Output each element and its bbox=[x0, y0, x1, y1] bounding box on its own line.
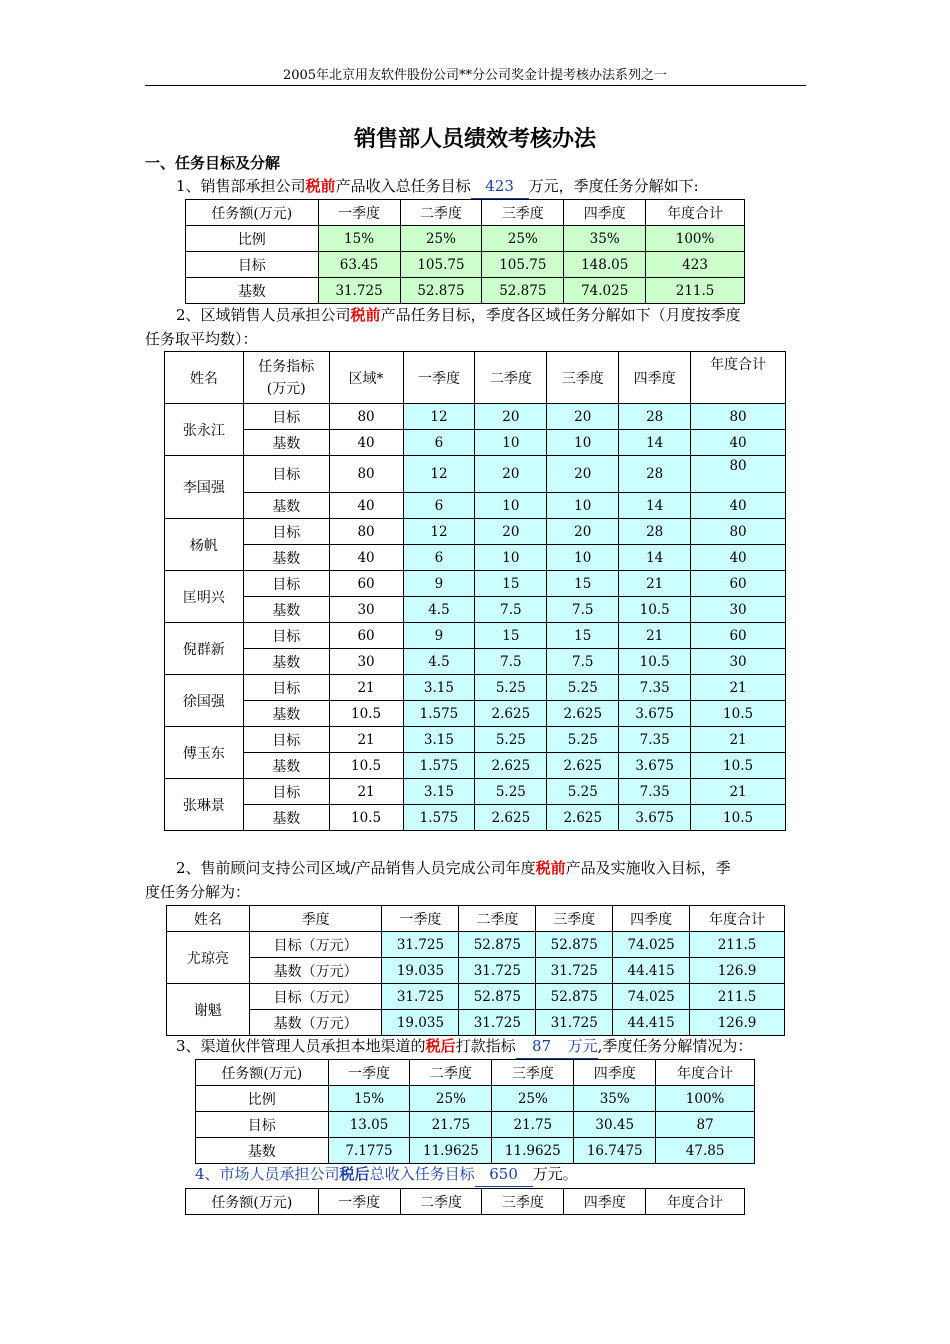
table-cell: 40 bbox=[329, 493, 403, 519]
p4-emphasis: 税后 bbox=[425, 1037, 456, 1055]
table-cell: 10 bbox=[475, 430, 547, 456]
table-row-label: 目标 bbox=[243, 456, 329, 493]
table-header-cell: 二季度 bbox=[400, 1189, 482, 1215]
person-name: 李国强 bbox=[165, 456, 244, 519]
table-cell: 30 bbox=[691, 649, 786, 675]
table-cell: 15 bbox=[475, 571, 547, 597]
table-header-cell: 任务指标 (万元) bbox=[243, 352, 329, 404]
table-row-label: 基数 bbox=[243, 545, 329, 571]
table-cell: 25% bbox=[482, 226, 564, 252]
table-cell: 7.1775 bbox=[328, 1138, 410, 1164]
table-header-cell: 四季度 bbox=[619, 352, 691, 404]
table-row-label: 基数 bbox=[243, 649, 329, 675]
table-row-label: 目标 bbox=[243, 779, 329, 805]
table-header-cell: 任务额(万元) bbox=[186, 200, 319, 226]
table-row-label: 目标 bbox=[243, 404, 329, 430]
table-header-cell: 任务额(万元) bbox=[186, 1189, 319, 1215]
table-regional-sales bbox=[164, 351, 786, 831]
table-cell: 10.5 bbox=[329, 805, 403, 831]
table-cell: 2.625 bbox=[547, 701, 619, 727]
table-cell: 21 bbox=[619, 571, 691, 597]
table-cell: 19.035 bbox=[382, 1010, 459, 1036]
table-row bbox=[165, 456, 786, 493]
running-header: 2005年北京用友软件股份公司**分公司奖金计提考核办法系列之一 bbox=[282, 68, 668, 83]
table-cell: 4.5 bbox=[403, 649, 475, 675]
table-cell: 52.875 bbox=[459, 984, 536, 1010]
p5-target-value: 650 bbox=[475, 1162, 533, 1187]
table-cell: 10.5 bbox=[691, 805, 786, 831]
table-row bbox=[167, 1010, 785, 1036]
table-cell: 6 bbox=[403, 430, 475, 456]
table-cell: 21 bbox=[329, 675, 403, 701]
paragraph-3 bbox=[176, 856, 731, 880]
p3-text: 产品及实施收入目标，季 bbox=[565, 859, 731, 877]
table-cell: 5.25 bbox=[475, 727, 547, 753]
table-cell: 14 bbox=[619, 430, 691, 456]
table-header-cell: 一季度 bbox=[318, 200, 400, 226]
table-cell: 20 bbox=[547, 456, 619, 493]
table-row-label: 目标 bbox=[186, 252, 319, 278]
paragraph-2 bbox=[176, 303, 741, 327]
table-cell: 40 bbox=[691, 545, 786, 571]
table-cell: 20 bbox=[547, 404, 619, 430]
person-name: 倪群新 bbox=[165, 623, 244, 675]
table-cell: 12 bbox=[403, 519, 475, 545]
table-row-label: 目标 bbox=[243, 675, 329, 701]
table-marketing bbox=[185, 1188, 745, 1215]
table-row bbox=[165, 701, 786, 727]
table-cell: 2.625 bbox=[547, 753, 619, 779]
table-presales bbox=[166, 905, 785, 1036]
table-cell: 31.725 bbox=[459, 1010, 536, 1036]
table-cell: 5.25 bbox=[547, 675, 619, 701]
table-cell: 3.15 bbox=[403, 675, 475, 701]
table-cell: 126.9 bbox=[690, 1010, 785, 1036]
p3-text: 2、售前顾问支持公司区域/产品销售人员完成公司年度 bbox=[176, 859, 536, 877]
table-cell: 10.5 bbox=[329, 753, 403, 779]
p5-text: 4、市场人员承担公司 bbox=[195, 1165, 340, 1183]
table-cell: 60 bbox=[691, 571, 786, 597]
table-cell: 21.75 bbox=[410, 1112, 492, 1138]
table-cell: 21 bbox=[691, 779, 786, 805]
table-header-cell: 三季度 bbox=[482, 200, 564, 226]
table-cell: 31.725 bbox=[459, 958, 536, 984]
table-cell: 30.45 bbox=[574, 1112, 656, 1138]
p3-emphasis: 税前 bbox=[535, 859, 566, 877]
table-cell: 47.85 bbox=[656, 1138, 755, 1164]
p1-text: 1、销售部承担公司 bbox=[176, 177, 306, 195]
person-name: 谢魁 bbox=[167, 984, 250, 1036]
table-cell: 11.9625 bbox=[492, 1138, 574, 1164]
table-header-cell: 四季度 bbox=[613, 906, 690, 932]
table-row bbox=[165, 571, 786, 597]
table-header-cell: 一季度 bbox=[318, 1189, 400, 1215]
table-cell: 6 bbox=[403, 493, 475, 519]
table-cell: 60 bbox=[329, 571, 403, 597]
table-cell: 21 bbox=[691, 675, 786, 701]
table-header-cell: 四季度 bbox=[564, 200, 646, 226]
table-cell: 3.15 bbox=[403, 727, 475, 753]
table-cell: 80 bbox=[329, 519, 403, 545]
table-cell: 3.675 bbox=[619, 805, 691, 831]
table-cell: 10 bbox=[475, 545, 547, 571]
table-cell: 28 bbox=[619, 519, 691, 545]
table-row bbox=[165, 519, 786, 545]
table-cell: 3.15 bbox=[403, 779, 475, 805]
table-cell: 15 bbox=[547, 571, 619, 597]
table-cell: 7.5 bbox=[547, 597, 619, 623]
table-cell: 5.25 bbox=[547, 779, 619, 805]
person-name: 徐国强 bbox=[165, 675, 244, 727]
table-header-cell: 四季度 bbox=[574, 1060, 656, 1086]
table-cell: 52.875 bbox=[459, 932, 536, 958]
table-row-label: 目标 bbox=[243, 623, 329, 649]
table-row-label: 目标 bbox=[243, 571, 329, 597]
table-row bbox=[165, 675, 786, 701]
table-header-cell: 季度 bbox=[249, 906, 382, 932]
table-cell: 3.675 bbox=[619, 701, 691, 727]
table-row-label: 基数 bbox=[243, 430, 329, 456]
table-cell: 25% bbox=[492, 1086, 574, 1112]
table-cell: 1.575 bbox=[403, 701, 475, 727]
p1-text: 产品收入总任务目标 bbox=[335, 177, 471, 195]
table-row bbox=[165, 805, 786, 831]
table-cell: 30 bbox=[329, 649, 403, 675]
table-cell: 35% bbox=[564, 226, 646, 252]
table-cell: 31.725 bbox=[318, 278, 400, 304]
p2-text: 产品任务目标，季度各区域任务分解如下（月度按季度 bbox=[380, 306, 741, 324]
table-cell: 14 bbox=[619, 493, 691, 519]
p4-text: ,季度任务分解情况为： bbox=[597, 1037, 753, 1055]
table-cell: 35% bbox=[574, 1086, 656, 1112]
table-cell: 20 bbox=[475, 456, 547, 493]
p5-emphasis: 税后 bbox=[339, 1165, 370, 1183]
table-header-cell: 一季度 bbox=[382, 906, 459, 932]
table-header-cell: 年度合计 bbox=[690, 906, 785, 932]
paragraph-1 bbox=[176, 174, 699, 199]
table-row-label: 目标 bbox=[243, 727, 329, 753]
table-cell: 211.5 bbox=[646, 278, 745, 304]
table-cell: 7.35 bbox=[619, 779, 691, 805]
table-cell: 52.875 bbox=[482, 278, 564, 304]
table-channel bbox=[195, 1059, 755, 1164]
table-cell: 2.625 bbox=[475, 701, 547, 727]
person-name: 傅玉东 bbox=[165, 727, 244, 779]
table-row-label: 基数（万元） bbox=[249, 1010, 382, 1036]
table-cell: 126.9 bbox=[690, 958, 785, 984]
table-row bbox=[165, 727, 786, 753]
table-row-label: 目标 bbox=[243, 519, 329, 545]
table-cell: 21 bbox=[691, 727, 786, 753]
table-cell: 44.415 bbox=[613, 1010, 690, 1036]
table-cell: 211.5 bbox=[690, 932, 785, 958]
table-cell: 5.25 bbox=[547, 727, 619, 753]
table-row-label: 基数 bbox=[243, 753, 329, 779]
paragraph-5 bbox=[195, 1162, 578, 1187]
table-header-cell: 年度合计 bbox=[646, 1189, 745, 1215]
table-cell: 31.725 bbox=[382, 984, 459, 1010]
table-cell: 1.575 bbox=[403, 805, 475, 831]
table-cell: 21 bbox=[329, 727, 403, 753]
p5-text: 万元。 bbox=[532, 1165, 578, 1183]
table-cell: 148.05 bbox=[564, 252, 646, 278]
table-cell: 10.5 bbox=[691, 701, 786, 727]
table-row bbox=[167, 958, 785, 984]
table-row bbox=[165, 430, 786, 456]
table-cell: 105.75 bbox=[400, 252, 482, 278]
table-cell: 7.35 bbox=[619, 727, 691, 753]
table-cell: 9 bbox=[403, 623, 475, 649]
table-row-label: 目标（万元） bbox=[249, 984, 382, 1010]
p4-target-value: 87 bbox=[516, 1034, 568, 1059]
table-cell: 13.05 bbox=[328, 1112, 410, 1138]
table-cell: 80 bbox=[691, 519, 786, 545]
table-cell: 31.725 bbox=[536, 958, 613, 984]
table-cell: 15% bbox=[328, 1086, 410, 1112]
table-row bbox=[165, 779, 786, 805]
table-cell: 211.5 bbox=[690, 984, 785, 1010]
table-header-cell: 年度合计 bbox=[656, 1060, 755, 1086]
table-cell: 12 bbox=[403, 404, 475, 430]
p4-unit: 万元 bbox=[568, 1034, 598, 1059]
person-name: 尤琼亮 bbox=[167, 932, 250, 984]
table-cell: 14 bbox=[619, 545, 691, 571]
table-header-cell: 任务额(万元) bbox=[196, 1060, 329, 1086]
section-heading: 一、任务目标及分解 bbox=[145, 154, 281, 172]
paragraph-2-line2: 任务取平均数）： bbox=[145, 330, 258, 348]
table-cell: 10 bbox=[547, 545, 619, 571]
table-cell: 16.7475 bbox=[574, 1138, 656, 1164]
table-cell: 40 bbox=[691, 430, 786, 456]
table-cell: 52.875 bbox=[536, 984, 613, 1010]
table-header-cell: 年度合计 bbox=[646, 200, 745, 226]
table-cell: 44.415 bbox=[613, 958, 690, 984]
table-cell: 12 bbox=[403, 456, 475, 493]
table-row-label: 基数 bbox=[196, 1138, 329, 1164]
table-cell: 10.5 bbox=[329, 701, 403, 727]
table-row bbox=[165, 545, 786, 571]
p4-text: 打款指标 bbox=[455, 1037, 516, 1055]
table-cell: 10.5 bbox=[619, 597, 691, 623]
table-row-label: 基数（万元） bbox=[249, 958, 382, 984]
table-cell: 100% bbox=[656, 1086, 755, 1112]
table-cell: 2.625 bbox=[475, 805, 547, 831]
table-cell: 80 bbox=[691, 456, 786, 493]
p1-text: 万元，季度任务分解如下: bbox=[528, 177, 699, 195]
table-header-cell: 一季度 bbox=[328, 1060, 410, 1086]
table-cell: 30 bbox=[691, 597, 786, 623]
table-cell: 10 bbox=[547, 493, 619, 519]
table-cell: 60 bbox=[329, 623, 403, 649]
table-header-cell: 一季度 bbox=[403, 352, 475, 404]
table-cell: 100% bbox=[646, 226, 745, 252]
page-title: 销售部人员绩效考核办法 bbox=[353, 127, 596, 152]
table-header-cell: 区域* bbox=[329, 352, 403, 404]
p2-text: 2、区域销售人员承担公司 bbox=[176, 306, 351, 324]
header-rule bbox=[145, 85, 806, 86]
table-cell: 80 bbox=[691, 404, 786, 430]
table-row-label: 目标 bbox=[196, 1112, 329, 1138]
table-header-cell: 三季度 bbox=[492, 1060, 574, 1086]
table-sales-dept bbox=[185, 199, 745, 304]
table-header-cell: 二季度 bbox=[459, 906, 536, 932]
table-cell: 52.875 bbox=[536, 932, 613, 958]
table-cell: 3.675 bbox=[619, 753, 691, 779]
table-row-label: 比例 bbox=[186, 226, 319, 252]
person-name: 匡明兴 bbox=[165, 571, 244, 623]
table-header-cell: 四季度 bbox=[564, 1189, 646, 1215]
table-cell: 40 bbox=[329, 545, 403, 571]
person-name: 杨帆 bbox=[165, 519, 244, 571]
table-cell: 31.725 bbox=[536, 1010, 613, 1036]
table-cell: 10.5 bbox=[619, 649, 691, 675]
table-cell: 40 bbox=[691, 493, 786, 519]
table-cell: 21 bbox=[329, 779, 403, 805]
table-row-label: 基数 bbox=[243, 597, 329, 623]
p4-text: 3、渠道伙伴管理人员承担本地渠道的 bbox=[176, 1037, 426, 1055]
table-cell: 10 bbox=[547, 430, 619, 456]
table-row-label: 目标（万元） bbox=[249, 932, 382, 958]
table-row bbox=[165, 597, 786, 623]
p1-emphasis: 税前 bbox=[305, 177, 336, 195]
table-cell: 20 bbox=[475, 519, 547, 545]
table-cell: 74.025 bbox=[564, 278, 646, 304]
table-header-cell: 二季度 bbox=[400, 200, 482, 226]
table-row bbox=[165, 493, 786, 519]
table-header-cell: 二季度 bbox=[475, 352, 547, 404]
table-row-label: 基数 bbox=[243, 701, 329, 727]
table-cell: 80 bbox=[329, 456, 403, 493]
table-header-cell: 三季度 bbox=[547, 352, 619, 404]
table-cell: 6 bbox=[403, 545, 475, 571]
person-name: 张琳景 bbox=[165, 779, 244, 831]
table-cell: 63.45 bbox=[318, 252, 400, 278]
person-name: 张永江 bbox=[165, 404, 244, 456]
table-cell: 11.9625 bbox=[410, 1138, 492, 1164]
table-row-label: 基数 bbox=[243, 805, 329, 831]
p2-emphasis: 税前 bbox=[350, 306, 381, 324]
table-row bbox=[167, 932, 785, 958]
p5-text: 总收入任务目标 bbox=[369, 1165, 475, 1183]
table-cell: 423 bbox=[646, 252, 745, 278]
table-cell: 4.5 bbox=[403, 597, 475, 623]
table-cell: 25% bbox=[400, 226, 482, 252]
table-cell: 60 bbox=[691, 623, 786, 649]
table-header-cell: 二季度 bbox=[410, 1060, 492, 1086]
table-cell: 30 bbox=[329, 597, 403, 623]
paragraph-3-line2: 度任务分解为： bbox=[145, 883, 251, 901]
table-row-label: 基数 bbox=[186, 278, 319, 304]
table-cell: 15% bbox=[318, 226, 400, 252]
table-cell: 2.625 bbox=[475, 753, 547, 779]
table-cell: 21.75 bbox=[492, 1112, 574, 1138]
table-cell: 15 bbox=[475, 623, 547, 649]
table-row bbox=[165, 623, 786, 649]
table-cell: 9 bbox=[403, 571, 475, 597]
table-cell: 105.75 bbox=[482, 252, 564, 278]
table-cell: 5.25 bbox=[475, 779, 547, 805]
table-header-cell: 姓名 bbox=[165, 352, 244, 404]
table-cell: 7.5 bbox=[475, 649, 547, 675]
table-cell: 7.5 bbox=[547, 649, 619, 675]
table-cell: 19.035 bbox=[382, 958, 459, 984]
p1-target-value: 423 bbox=[471, 174, 529, 199]
table-row bbox=[167, 984, 785, 1010]
table-cell: 20 bbox=[475, 404, 547, 430]
table-header-cell: 年度合计 bbox=[691, 352, 786, 404]
table-cell: 1.575 bbox=[403, 753, 475, 779]
table-cell: 25% bbox=[410, 1086, 492, 1112]
table-cell: 74.025 bbox=[613, 932, 690, 958]
table-cell: 40 bbox=[329, 430, 403, 456]
table-cell: 5.25 bbox=[475, 675, 547, 701]
table-cell: 15 bbox=[547, 623, 619, 649]
table-cell: 10 bbox=[475, 493, 547, 519]
table-cell: 80 bbox=[329, 404, 403, 430]
table-row-label: 基数 bbox=[243, 493, 329, 519]
table-header-cell: 姓名 bbox=[167, 906, 250, 932]
table-cell: 10.5 bbox=[691, 753, 786, 779]
table-row bbox=[165, 753, 786, 779]
table-cell: 2.625 bbox=[547, 805, 619, 831]
table-cell: 21 bbox=[619, 623, 691, 649]
table-cell: 74.025 bbox=[613, 984, 690, 1010]
table-row-label: 比例 bbox=[196, 1086, 329, 1112]
table-header-cell: 三季度 bbox=[482, 1189, 564, 1215]
table-cell: 7.35 bbox=[619, 675, 691, 701]
table-cell: 28 bbox=[619, 456, 691, 493]
table-cell: 52.875 bbox=[400, 278, 482, 304]
paragraph-4 bbox=[176, 1034, 752, 1059]
table-cell: 28 bbox=[619, 404, 691, 430]
table-cell: 7.5 bbox=[475, 597, 547, 623]
table-cell: 31.725 bbox=[382, 932, 459, 958]
table-header-cell: 三季度 bbox=[536, 906, 613, 932]
table-cell: 87 bbox=[656, 1112, 755, 1138]
table-row bbox=[165, 404, 786, 430]
table-cell: 20 bbox=[547, 519, 619, 545]
table-row bbox=[165, 649, 786, 675]
